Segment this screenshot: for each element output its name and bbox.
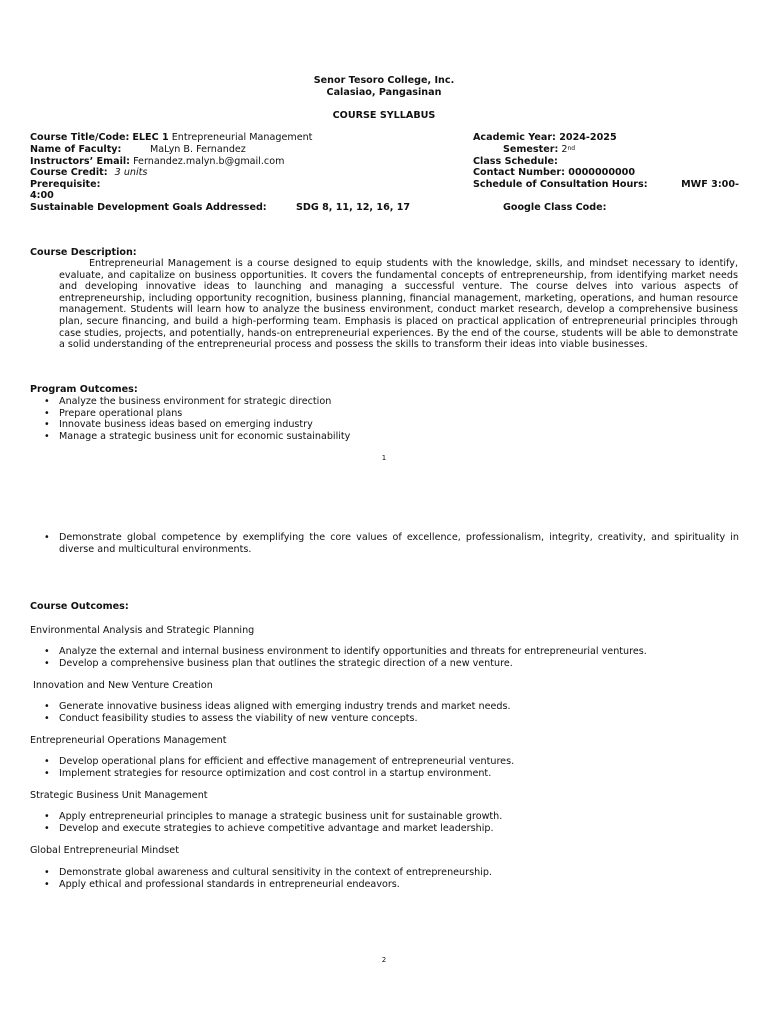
consultation-label: Schedule of Consultation Hours:	[473, 179, 648, 190]
consultation-row	[473, 179, 739, 191]
program-outcomes-continued	[44, 532, 739, 555]
outcome-group-list	[44, 756, 739, 779]
bullet-icon: •	[44, 867, 50, 878]
document-title: COURSE SYLLABUS	[332, 110, 436, 121]
program-outcomes-list	[44, 396, 739, 442]
list-item: • Manage a strategic business unit for economic sustainability	[44, 430, 351, 442]
course-description-text: Entrepreneurial Management is a course designed to equip students with the knowledge, skills, and mindset necessary to identify, evaluate, and capitalize on business opportunities. It covers the fundamental concepts of entrepreneurship, from identifying market needs and developing innovative ideas to launching and managing a successful venture. The course delves into various aspects of entrepreneurship, including opportunity recognition, business planning, financial management, marketing, operations, and human resource management. Students will learn how to analyze the business environment, conduct market research, develop a comprehensive business plan, secure financing, and build a high-performing team. Emphasis is placed on practical application of entrepreneurial principles through case studies, projects, and potentially, hands-on entrepreneurial experiences. By the end of the course, students will be able to demonstrate a solid understanding of the entrepreneurial process and possess the skills to transform their ideas into viable businesses.	[59, 258, 738, 351]
page-number-2: 2	[381, 956, 387, 964]
list-item: • Analyze the business environment for strategic direction	[44, 396, 332, 407]
list-item: • Develop operational plans for efficient and effective management of entrepreneurial ventures.	[44, 756, 515, 767]
course-title-row	[30, 132, 312, 144]
course-outcomes-heading: Course Outcomes:	[30, 601, 129, 612]
faculty-name: MaLyn B. Fernandez	[150, 144, 246, 155]
consultation-end: 4:00	[30, 190, 54, 201]
academic-year: 2024-2025	[559, 132, 617, 143]
credit-row	[30, 167, 147, 179]
page-number-1: 1	[381, 454, 387, 462]
semester-suffix: nd	[567, 145, 576, 152]
bullet-icon: •	[44, 712, 50, 724]
bullet-icon: •	[44, 767, 50, 779]
list-item: • Implement strategies for resource optimization and cost control in a startup environment.	[44, 767, 492, 779]
list-item: • Apply ethical and professional standards in entrepreneurial endeavors.	[44, 878, 400, 890]
semester-row	[503, 144, 575, 156]
bullet-icon: •	[44, 407, 50, 419]
email-row	[30, 156, 284, 168]
list-item: • Demonstrate global awareness and cultural sensitivity in the context of entrepreneurship.	[44, 867, 492, 878]
course-code: ELEC 1	[132, 132, 169, 143]
email-label: Instructors’ Email:	[30, 156, 130, 167]
college-location: Calasiao, Pangasinan	[326, 87, 442, 98]
bullet-icon: •	[44, 811, 50, 822]
faculty-label: Name of Faculty:	[30, 144, 122, 155]
outcome-group-list	[44, 811, 739, 834]
list-item: • Apply entrepreneurial principles to manage a strategic business unit for sustainable growth.	[44, 811, 503, 822]
academic-year-label: Academic Year:	[473, 132, 556, 143]
outcome-group-title: Environmental Analysis and Strategic Planning	[30, 625, 255, 636]
list-item: • Analyze the external and internal business environment to identify opportunities and threats for entrepreneurial ventures.	[44, 646, 647, 657]
course-title: Entrepreneurial Management	[171, 132, 313, 143]
course-description-heading: Course Description:	[30, 247, 137, 258]
list-item: • Conduct feasibility studies to assess the viability of new venture concepts.	[44, 712, 418, 724]
bullet-icon: •	[44, 657, 50, 669]
semester-label: Semester:	[503, 144, 559, 155]
bullet-icon: •	[44, 822, 50, 834]
contact-label: Contact Number:	[473, 167, 565, 178]
prerequisite-label: Prerequisite:	[30, 179, 101, 190]
outcome-group-title: Global Entrepreneurial Mindset	[30, 845, 179, 856]
list-item: • Develop and execute strategies to achieve competitive advantage and market leadership.	[44, 822, 494, 834]
course-title-label: Course Title/Code:	[30, 132, 130, 143]
list-item: • Generate innovative business ideas aligned with emerging industry trends and market needs.	[44, 701, 511, 712]
bullet-icon: •	[44, 419, 50, 431]
semester-value: 2	[561, 144, 568, 155]
outcome-group-title: Innovation and New Venture Creation	[33, 680, 213, 691]
college-name: Senor Tesoro College, Inc.	[313, 75, 455, 86]
bullet-icon: •	[44, 532, 50, 543]
outcome-group-list	[44, 701, 739, 724]
consultation-start: MWF 3:00-	[681, 179, 739, 190]
list-item: • Prepare operational plans	[44, 407, 183, 419]
contact-row	[473, 167, 635, 179]
google-class-code-label: Google Class Code:	[503, 202, 607, 213]
sdg-label: Sustainable Development Goals Addressed:	[30, 202, 267, 213]
bullet-icon: •	[44, 430, 50, 442]
list-item: • Demonstrate global competence by exemplifying the core values of excellence, professionalism, integrity, creativity, and spirituality in diverse and multicultural environments.	[44, 532, 739, 555]
instructor-email: Fernandez.malyn.b@gmail.com	[133, 156, 285, 167]
bullet-icon: •	[44, 646, 50, 657]
outcome-group-title: Entrepreneurial Operations Management	[30, 735, 227, 746]
bullet-icon: •	[44, 396, 50, 407]
outcome-group-list	[44, 867, 739, 890]
outcome-group-title: Strategic Business Unit Management	[30, 790, 208, 801]
course-credit: 3 units	[114, 167, 148, 178]
class-schedule-label: Class Schedule:	[473, 156, 558, 167]
sdg-value: SDG 8, 11, 12, 16, 17	[296, 202, 411, 213]
contact-number: 0000000000	[568, 167, 636, 178]
bullet-icon: •	[44, 878, 50, 890]
list-item: • Innovate business ideas based on emerging industry	[44, 419, 313, 431]
bullet-icon: •	[44, 701, 50, 712]
program-outcomes-heading: Program Outcomes:	[30, 384, 138, 395]
bullet-icon: •	[44, 756, 50, 767]
outcome-group-list	[44, 646, 739, 669]
credit-label: Course Credit:	[30, 167, 108, 178]
list-item: • Develop a comprehensive business plan that outlines the strategic direction of a new venture.	[44, 657, 513, 669]
academic-year-row	[473, 132, 617, 144]
